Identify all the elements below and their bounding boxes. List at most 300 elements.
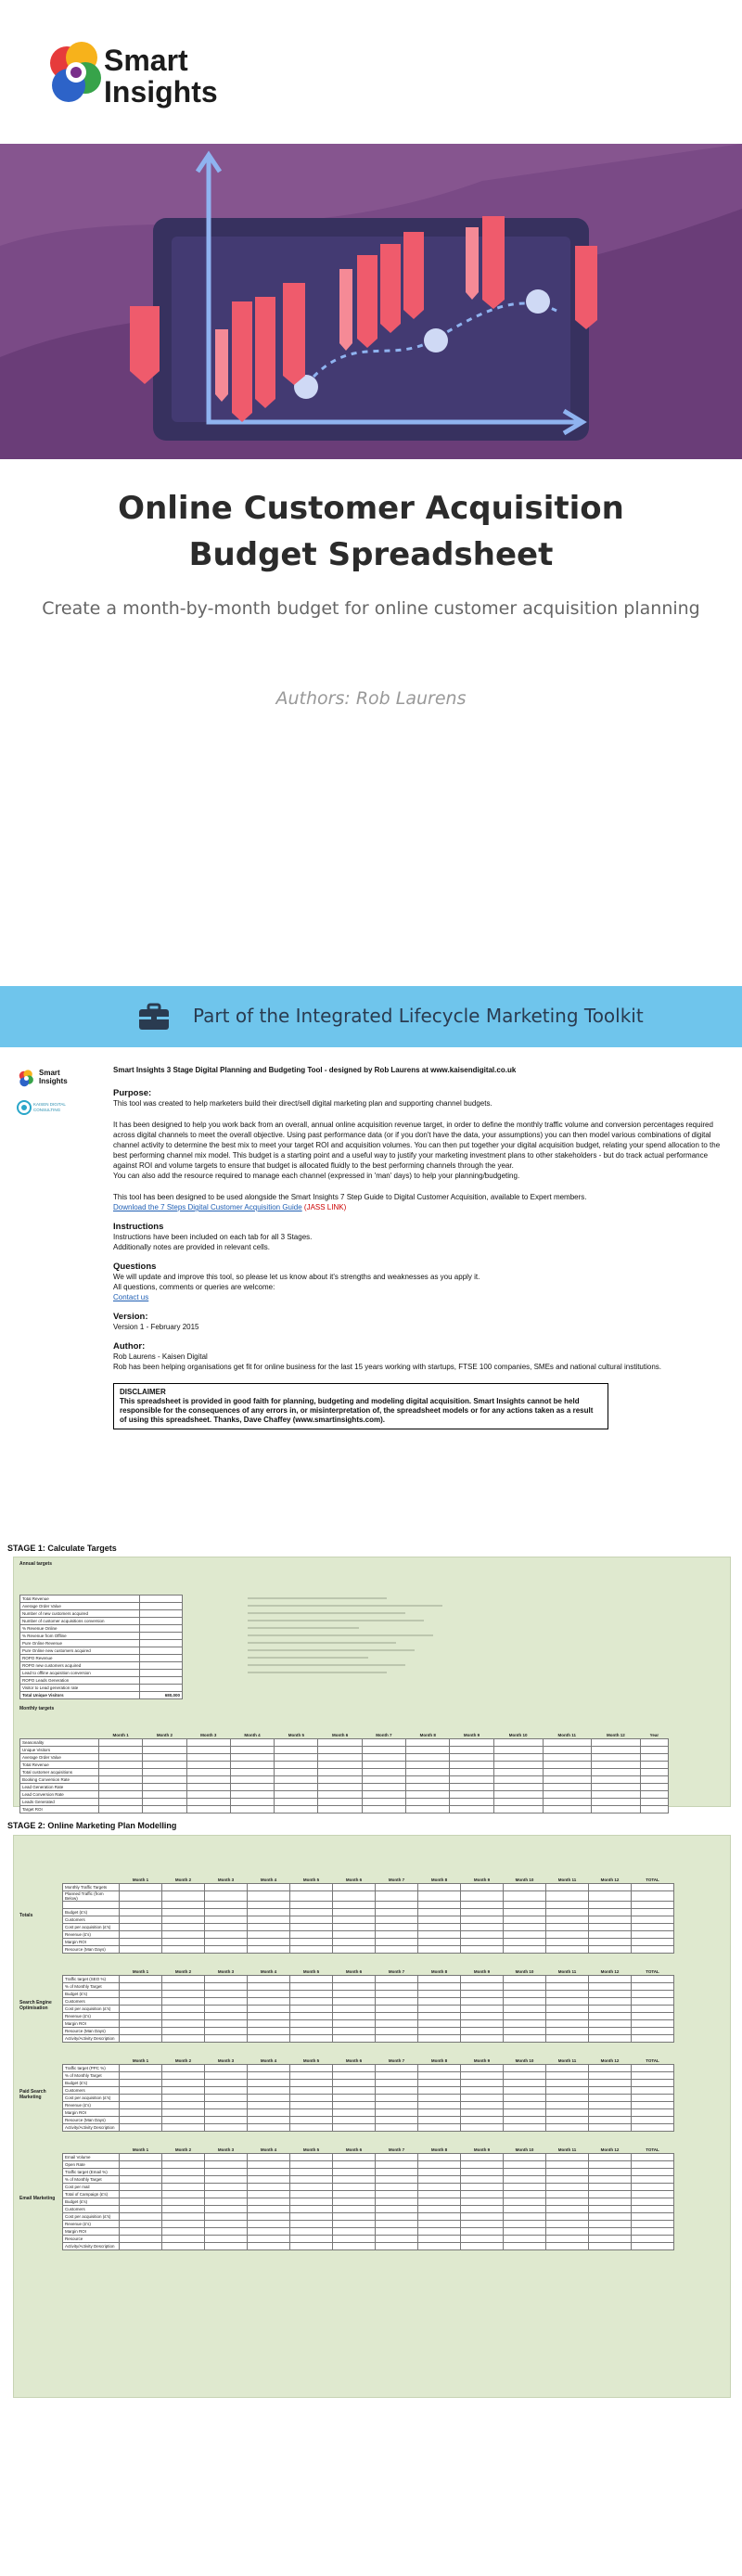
table-row — [63, 2102, 674, 2109]
table-cell: Monthly Traffic Targets — [63, 1884, 120, 1891]
table-cell — [406, 1784, 450, 1791]
table-cell — [418, 2020, 461, 2028]
table-cell — [546, 1891, 589, 1902]
table-cell — [450, 1784, 493, 1791]
table-cell: Resource (Man Days) — [63, 1946, 120, 1954]
table-row — [63, 2176, 674, 2184]
table-cell — [504, 1891, 546, 1902]
table-cell — [205, 1931, 248, 1939]
table-cell — [139, 1647, 182, 1655]
table-cell: TOTAL — [632, 1968, 674, 1976]
table-cell — [376, 2028, 418, 2035]
table-cell — [543, 1762, 591, 1769]
table-cell — [461, 2020, 504, 2028]
table-row — [63, 1877, 674, 1884]
table-cell — [333, 2228, 376, 2236]
table-cell — [290, 2095, 333, 2102]
table-cell — [589, 1983, 632, 1991]
table-cell — [162, 1916, 205, 1924]
table-cell: Month 6 — [318, 1732, 362, 1739]
table-cell — [376, 2013, 418, 2020]
table-cell — [632, 1931, 674, 1939]
table-cell: Customers — [63, 2087, 120, 2095]
table-row — [63, 2198, 674, 2206]
table-cell — [162, 2035, 205, 2043]
table-cell — [418, 1976, 461, 1983]
table-cell — [120, 2169, 162, 2176]
table-cell — [120, 1909, 162, 1916]
table-cell — [362, 1784, 405, 1791]
table-row — [63, 2035, 674, 2043]
contact-link[interactable]: Contact us — [113, 1293, 149, 1301]
table-cell: Average Order Value — [20, 1754, 99, 1762]
table-cell — [640, 1754, 668, 1762]
stage2-block — [19, 2057, 724, 2132]
table-cell — [546, 2124, 589, 2132]
table-cell — [591, 1754, 640, 1762]
table-cell — [461, 1891, 504, 1902]
stage2-block-label: Totals — [19, 1912, 33, 1918]
table-cell — [543, 1754, 591, 1762]
table-cell — [632, 2087, 674, 2095]
table-cell — [632, 2243, 674, 2250]
table-cell: Month 4 — [248, 1968, 290, 1976]
table-cell: Month 2 — [162, 2147, 205, 2154]
table-row — [20, 1769, 669, 1776]
table-cell — [589, 1931, 632, 1939]
table-cell: Month 9 — [461, 1877, 504, 1884]
table-cell — [418, 1991, 461, 1998]
table-cell — [418, 2072, 461, 2080]
table-cell — [205, 2206, 248, 2213]
table-cell — [120, 2028, 162, 2035]
disclaimer-box — [113, 1383, 608, 1429]
table-cell — [418, 2236, 461, 2243]
table-cell: Month 1 — [99, 1732, 143, 1739]
table-cell — [205, 1946, 248, 1954]
table-cell — [143, 1739, 186, 1747]
table-row — [20, 1784, 669, 1791]
table-cell — [318, 1762, 362, 1769]
table-cell — [205, 1902, 248, 1909]
table-cell — [632, 2072, 674, 2080]
table-row — [63, 2117, 674, 2124]
author-text-1: Rob Laurens - Kaisen Digital — [113, 1352, 208, 1361]
table-cell — [248, 2154, 290, 2161]
table-cell — [162, 2065, 205, 2072]
table-row — [63, 2087, 674, 2095]
table-cell: Total Unique Visitors — [20, 1692, 140, 1699]
table-row — [63, 2057, 674, 2065]
table-cell — [589, 1884, 632, 1891]
table-cell — [120, 1946, 162, 1954]
table-cell — [205, 2065, 248, 2072]
table-cell — [205, 1884, 248, 1891]
table-cell — [333, 2080, 376, 2087]
table-cell — [591, 1747, 640, 1754]
table-cell — [290, 1909, 333, 1916]
table-cell — [418, 2243, 461, 2250]
table-cell — [248, 2243, 290, 2250]
table-row — [63, 1884, 674, 1891]
table-cell: Month 11 — [546, 1968, 589, 1976]
table-cell — [162, 1991, 205, 1998]
table-cell — [362, 1806, 405, 1813]
stage1-monthly-label: Monthly targets — [19, 1706, 55, 1711]
table-cell — [290, 1991, 333, 1998]
table-cell — [504, 2154, 546, 2161]
table-row — [63, 1946, 674, 1954]
doc-logo-line1: Smart — [39, 1069, 60, 1077]
stage2-block-label: Email Marketing — [19, 2196, 56, 2201]
table-cell — [333, 2176, 376, 2184]
table-cell — [418, 1884, 461, 1891]
table-cell — [450, 1769, 493, 1776]
table-cell: Month 4 — [248, 2147, 290, 2154]
table-cell — [290, 2087, 333, 2095]
table-cell — [589, 2087, 632, 2095]
table-cell — [376, 2169, 418, 2176]
table-cell — [418, 1902, 461, 1909]
table-cell — [139, 1596, 182, 1603]
table-cell — [333, 1991, 376, 1998]
table-cell — [418, 1909, 461, 1916]
table-cell — [362, 1747, 405, 1754]
table-row — [20, 1747, 669, 1754]
table-cell — [290, 1916, 333, 1924]
table-cell — [120, 2072, 162, 2080]
table-cell — [546, 1976, 589, 1983]
table-cell — [546, 2028, 589, 2035]
table-cell — [589, 2028, 632, 2035]
table-row — [63, 1902, 674, 1909]
table-cell — [546, 2191, 589, 2198]
table-cell — [99, 1739, 143, 1747]
table-cell — [589, 1976, 632, 1983]
table-cell — [376, 1946, 418, 1954]
table-cell — [120, 1976, 162, 1983]
table-cell — [333, 2109, 376, 2117]
table-cell — [543, 1769, 591, 1776]
table-cell: Pure Online Revenue — [20, 1640, 140, 1647]
table-cell: Month 7 — [376, 2147, 418, 2154]
table-cell — [333, 2236, 376, 2243]
stage1-title: STAGE 1: Calculate Targets — [7, 1544, 117, 1553]
table-cell: Month 1 — [120, 1877, 162, 1884]
table-cell — [589, 1991, 632, 1998]
table-cell — [63, 1877, 120, 1884]
page-title-line1: Online Customer Acquisition — [118, 490, 624, 527]
author-text-2: Rob has been helping organisations get fit for online business for the last 15 years working with startups, FTSE 100 companies, SMEs and national cultural institutions. — [113, 1363, 661, 1371]
table-cell — [162, 2161, 205, 2169]
table-cell — [248, 2102, 290, 2109]
table-cell — [290, 2169, 333, 2176]
table-cell — [143, 1754, 186, 1762]
table-cell — [632, 1916, 674, 1924]
table-cell — [333, 2095, 376, 2102]
table-cell: Month 12 — [589, 2057, 632, 2065]
table-cell — [162, 2013, 205, 2020]
table-cell — [461, 2176, 504, 2184]
doc-heading: Smart Insights 3 Stage Digital Planning and Budgeting Tool - designed by Rob Laurens at www.kaisendigital.co.uk — [113, 1066, 517, 1074]
table-cell — [205, 2213, 248, 2221]
table-cell — [632, 2176, 674, 2184]
table-cell — [290, 2013, 333, 2020]
table-cell — [632, 1976, 674, 1983]
table-cell — [333, 2184, 376, 2191]
table-cell — [318, 1784, 362, 1791]
table-cell — [418, 2117, 461, 2124]
table-cell — [376, 1884, 418, 1891]
table-cell — [248, 1931, 290, 1939]
table-cell — [248, 2035, 290, 2043]
table-cell — [504, 1983, 546, 1991]
table-cell — [205, 2087, 248, 2095]
table-cell — [461, 1924, 504, 1931]
table-cell — [546, 2221, 589, 2228]
doc-logo-line2: Insights — [39, 1077, 68, 1085]
table-cell — [632, 1991, 674, 1998]
stage2-block — [19, 1877, 724, 1954]
table-cell — [504, 2169, 546, 2176]
table-cell — [205, 2191, 248, 2198]
table-cell: Lead Conversion Rate — [20, 1791, 99, 1799]
guide-link-tag: (JASS LINK) — [303, 1203, 347, 1211]
table-cell — [376, 1976, 418, 1983]
table-cell — [504, 1998, 546, 2006]
table-cell — [504, 2013, 546, 2020]
table-cell — [275, 1747, 318, 1754]
table-cell — [333, 2087, 376, 2095]
table-cell — [63, 1968, 120, 1976]
table-row — [20, 1610, 183, 1618]
table-cell — [162, 2184, 205, 2191]
table-cell — [248, 2161, 290, 2169]
table-cell — [205, 2020, 248, 2028]
table-cell — [362, 1799, 405, 1806]
table-cell — [162, 2124, 205, 2132]
table-cell — [589, 1891, 632, 1902]
table-cell — [120, 2228, 162, 2236]
table-cell — [376, 2087, 418, 2095]
table-cell — [120, 1924, 162, 1931]
table-cell: Margin ROI — [63, 2228, 120, 2236]
table-cell — [162, 2102, 205, 2109]
table-cell — [63, 2147, 120, 2154]
table-cell — [640, 1769, 668, 1776]
table-cell — [290, 2154, 333, 2161]
page-title-line2: Budget Spreadsheet — [188, 536, 554, 573]
table-cell — [589, 2006, 632, 2013]
table-cell — [504, 2080, 546, 2087]
table-cell — [248, 2236, 290, 2243]
table-cell — [376, 2191, 418, 2198]
table-cell: Month 9 — [450, 1732, 493, 1739]
table-cell — [461, 2006, 504, 2013]
table-cell: Month 8 — [418, 1877, 461, 1884]
table-cell — [632, 2184, 674, 2191]
table-cell — [589, 2020, 632, 2028]
table-cell — [162, 2198, 205, 2206]
table-row — [63, 1931, 674, 1939]
table-cell — [186, 1762, 230, 1769]
table-cell — [546, 1884, 589, 1891]
table-cell — [290, 2184, 333, 2191]
table-cell — [139, 1633, 182, 1640]
stage2-block-table — [62, 1968, 674, 2043]
table-cell — [461, 2184, 504, 2191]
table-cell — [546, 2117, 589, 2124]
table-cell — [640, 1747, 668, 1754]
table-cell — [376, 1983, 418, 1991]
table-row — [20, 1670, 183, 1677]
table-cell — [461, 2095, 504, 2102]
table-cell — [406, 1769, 450, 1776]
table-cell — [120, 2213, 162, 2221]
table-cell — [205, 1891, 248, 1902]
table-cell — [546, 2020, 589, 2028]
table-row — [63, 1968, 674, 1976]
table-cell: % of Monthly Target — [63, 2176, 120, 2184]
table-cell: Month 6 — [333, 2057, 376, 2065]
table-cell: Month 1 — [120, 2057, 162, 2065]
table-cell — [248, 2013, 290, 2020]
table-cell — [248, 2191, 290, 2198]
table-cell — [162, 2213, 205, 2221]
table-cell: Month 8 — [418, 2147, 461, 2154]
table-cell — [589, 1998, 632, 2006]
table-cell — [333, 1939, 376, 1946]
table-cell — [376, 2006, 418, 2013]
table-cell — [186, 1769, 230, 1776]
table-cell — [162, 2236, 205, 2243]
table-row — [20, 1625, 183, 1633]
table-cell — [162, 1902, 205, 1909]
table-cell — [205, 1998, 248, 2006]
disclaimer-label: DISCLAIMER — [120, 1388, 166, 1396]
table-row — [63, 2065, 674, 2072]
table-row — [63, 2154, 674, 2161]
table-cell: Month 3 — [205, 2057, 248, 2065]
table-cell — [406, 1739, 450, 1747]
table-cell — [120, 2020, 162, 2028]
table-cell — [162, 2206, 205, 2213]
table-cell: Month 7 — [376, 2057, 418, 2065]
table-cell — [504, 1902, 546, 1909]
table-row — [20, 1596, 183, 1603]
table-cell: Margin ROI — [63, 1939, 120, 1946]
table-cell — [248, 1902, 290, 1909]
table-cell: Seasonality — [20, 1739, 99, 1747]
table-cell — [418, 2176, 461, 2184]
table-cell — [632, 2228, 674, 2236]
table-cell — [143, 1791, 186, 1799]
table-cell — [120, 2221, 162, 2228]
table-cell — [290, 1931, 333, 1939]
table-cell — [248, 1998, 290, 2006]
table-cell — [333, 2169, 376, 2176]
table-cell — [230, 1747, 274, 1754]
table-cell — [640, 1739, 668, 1747]
table-cell — [632, 2102, 674, 2109]
table-cell — [248, 1983, 290, 1991]
table-cell: Booking Conversion Rate — [20, 1776, 99, 1784]
table-cell — [632, 2013, 674, 2020]
table-cell: Customers — [63, 1916, 120, 1924]
table-cell — [248, 2080, 290, 2087]
table-cell: Target ROI — [20, 1806, 99, 1813]
table-cell — [504, 2006, 546, 2013]
table-cell — [120, 2013, 162, 2020]
table-row — [20, 1677, 183, 1685]
table-cell — [63, 1902, 120, 1909]
table-cell — [205, 2102, 248, 2109]
table-cell — [318, 1799, 362, 1806]
table-cell — [504, 1991, 546, 1998]
table-cell — [275, 1791, 318, 1799]
table-cell — [230, 1739, 274, 1747]
table-cell — [333, 2154, 376, 2161]
table-cell — [162, 1931, 205, 1939]
table-cell — [139, 1655, 182, 1662]
table-cell — [120, 1983, 162, 1991]
table-cell — [591, 1769, 640, 1776]
guide-download-link[interactable]: Download the 7 Steps Digital Customer Acquisition Guide — [113, 1203, 302, 1211]
table-cell — [290, 2102, 333, 2109]
table-cell: Margin ROI — [63, 2020, 120, 2028]
table-cell: Number of new customers acquired — [20, 1610, 140, 1618]
table-cell — [461, 2236, 504, 2243]
table-cell: Traffic target (SEO %) — [63, 1976, 120, 1983]
table-cell — [290, 1902, 333, 1909]
table-cell — [318, 1806, 362, 1813]
table-cell — [461, 2080, 504, 2087]
table-cell: Month 9 — [461, 2057, 504, 2065]
table-cell — [205, 2161, 248, 2169]
table-cell — [589, 2109, 632, 2117]
table-cell — [139, 1603, 182, 1610]
table-row — [63, 2080, 674, 2087]
table-cell: Month 2 — [162, 2057, 205, 2065]
table-cell — [589, 2228, 632, 2236]
table-cell — [418, 2102, 461, 2109]
table-cell — [63, 2057, 120, 2065]
table-cell — [461, 1909, 504, 1916]
table-cell: Month 7 — [362, 1732, 405, 1739]
stage1-annual-label: Annual targets — [19, 1561, 53, 1567]
table-cell — [248, 2221, 290, 2228]
table-cell — [230, 1762, 274, 1769]
table-cell — [376, 1991, 418, 1998]
table-cell: Budget (£'s) — [63, 2080, 120, 2087]
table-cell — [362, 1762, 405, 1769]
table-row — [63, 2228, 674, 2236]
table-cell — [120, 2109, 162, 2117]
table-cell — [120, 2243, 162, 2250]
table-cell — [632, 2169, 674, 2176]
table-cell: Month 12 — [589, 1968, 632, 1976]
table-cell — [591, 1806, 640, 1813]
table-cell — [543, 1784, 591, 1791]
table-cell — [418, 2080, 461, 2087]
authors: Authors: Rob Laurens — [275, 688, 467, 709]
table-cell — [418, 2184, 461, 2191]
table-cell — [493, 1806, 543, 1813]
table-cell — [418, 2095, 461, 2102]
table-cell — [318, 1769, 362, 1776]
table-cell — [230, 1776, 274, 1784]
table-cell — [632, 2095, 674, 2102]
